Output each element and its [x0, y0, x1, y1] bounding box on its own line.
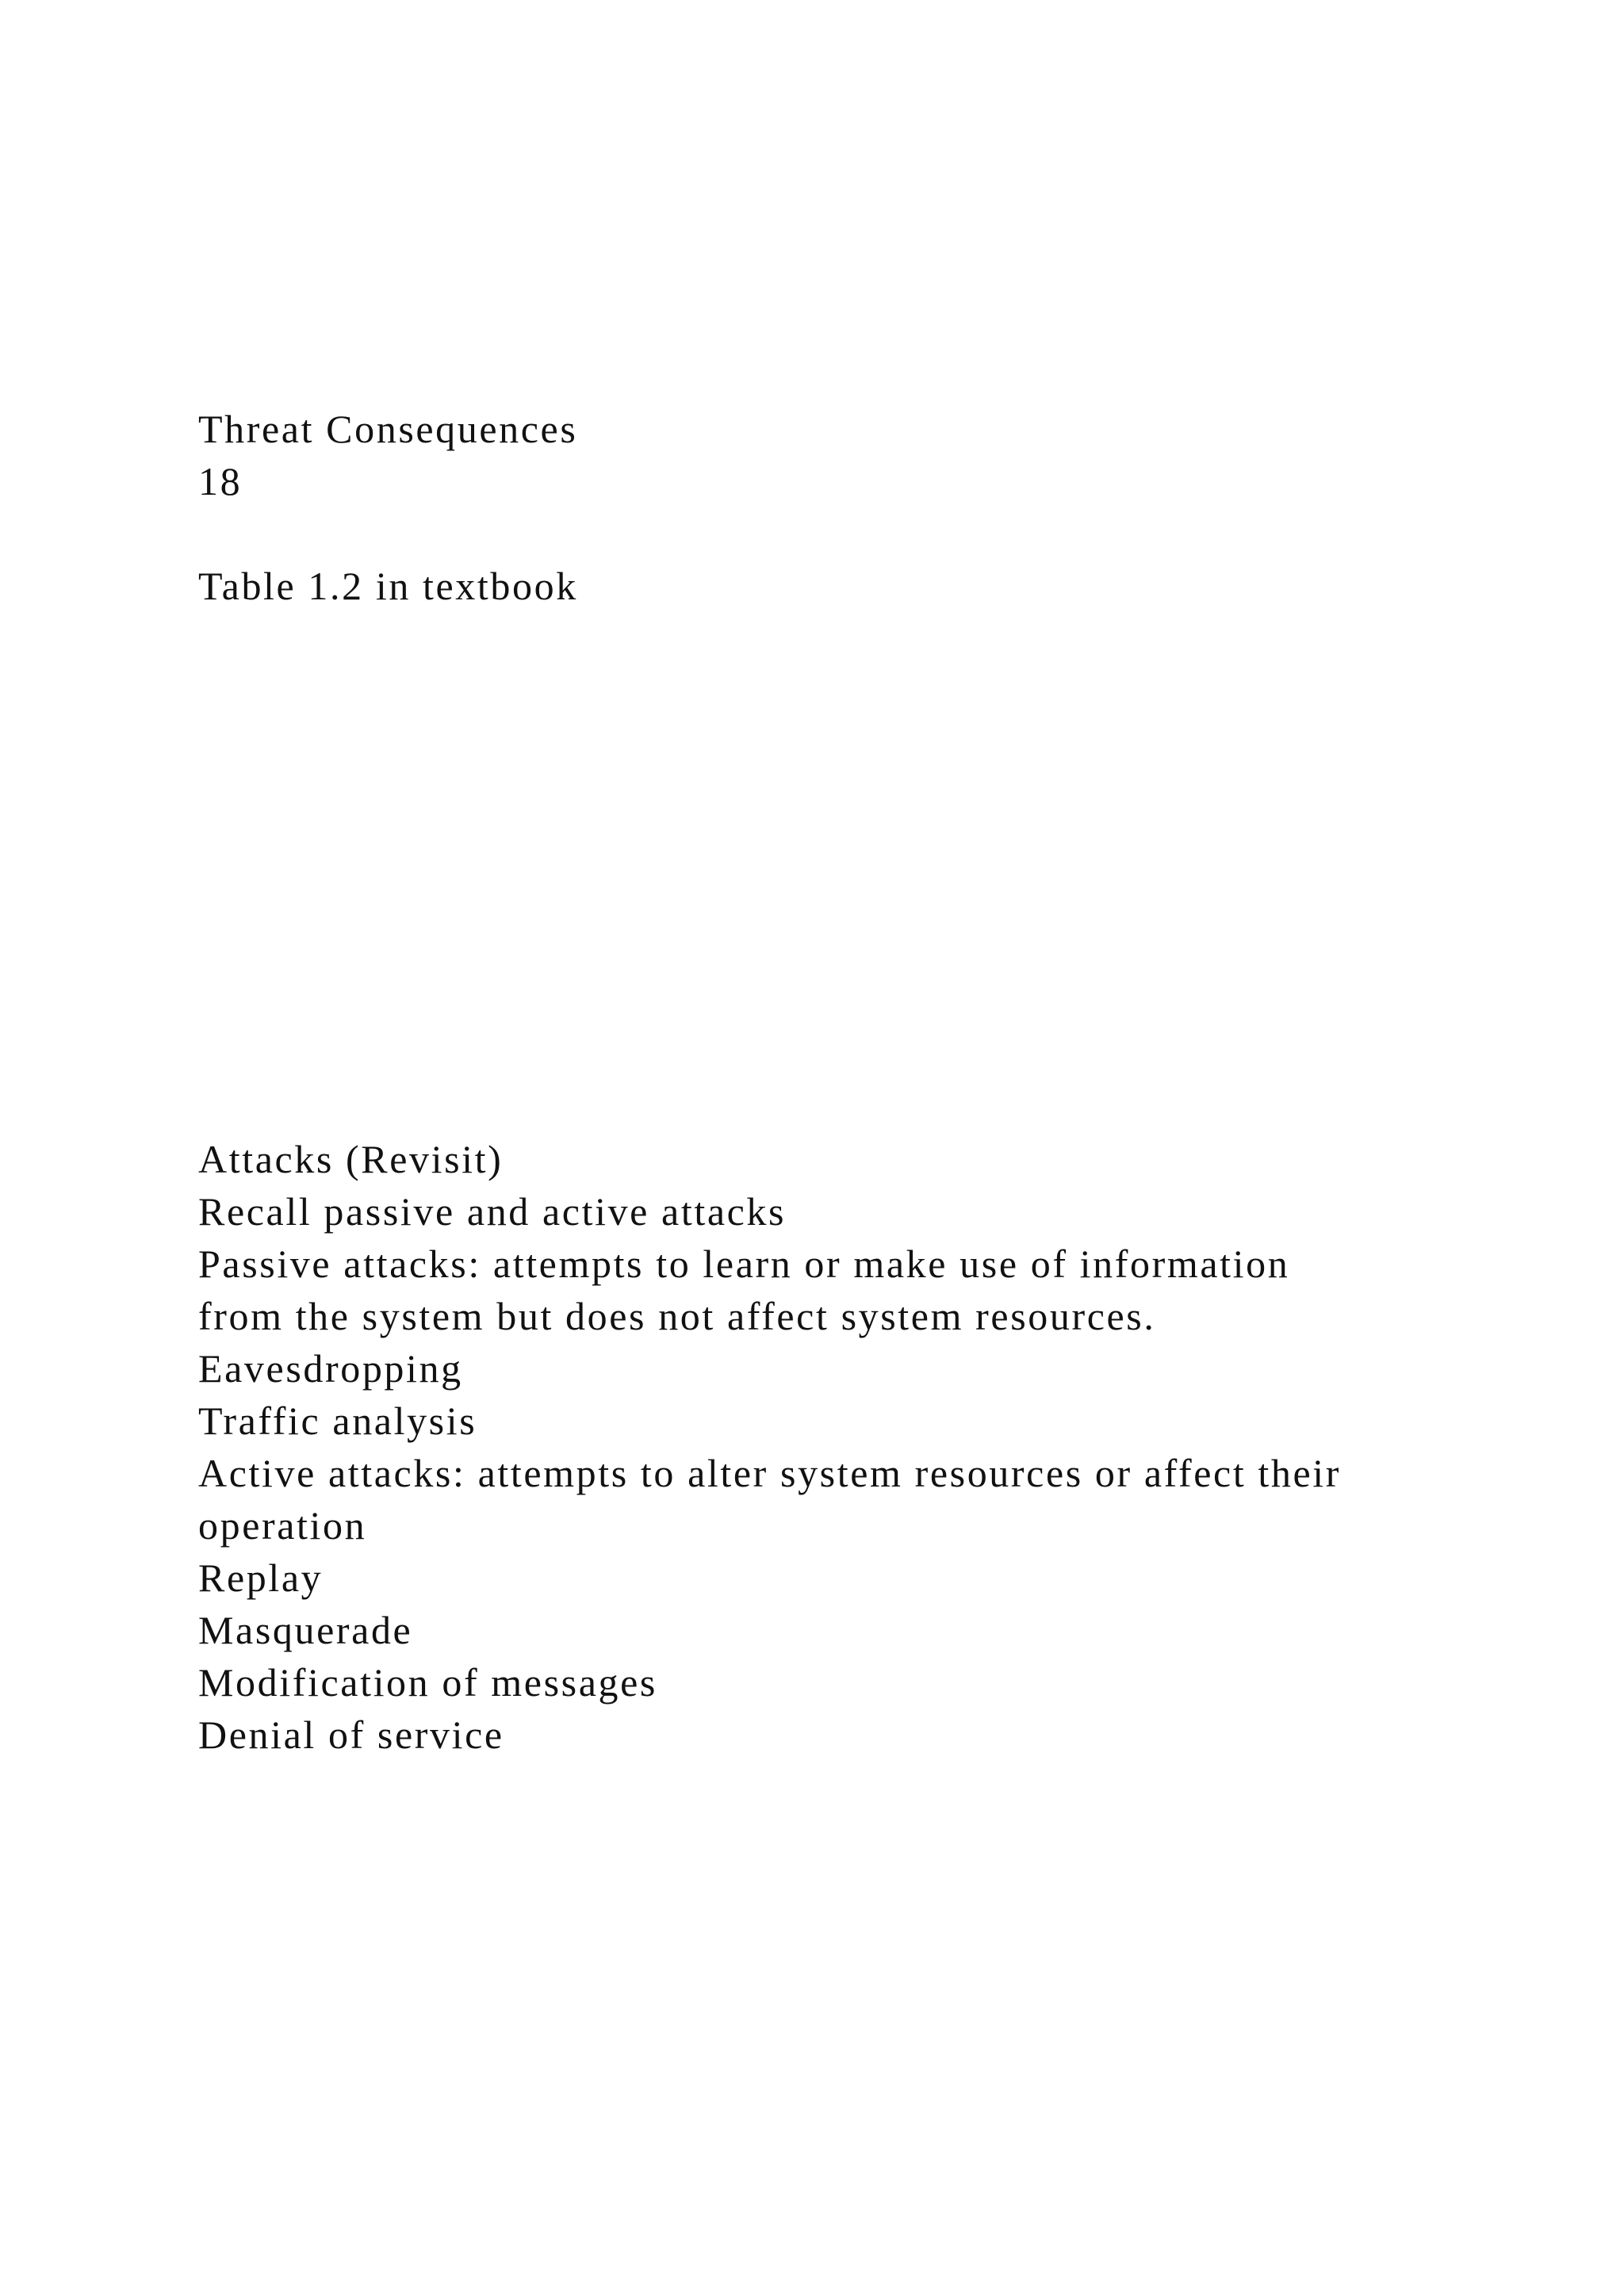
- text-line: Active attacks: attempts to alter system resources or affect their: [198, 1451, 1342, 1495]
- text-line: from the system but does not affect system resources.: [198, 1294, 1156, 1338]
- section-title: Threat Consequences: [198, 407, 578, 451]
- attacks-section: [198, 1133, 1507, 1761]
- list-item: Eavesdropping: [198, 1346, 463, 1391]
- blank-line: [198, 507, 1507, 560]
- text-line: operation: [198, 1503, 367, 1548]
- slide-number: 18: [198, 459, 243, 503]
- threat-consequences-section: [198, 403, 1507, 612]
- text-line: Passive attacks: attempts to learn or make use of information: [198, 1242, 1290, 1286]
- textbook-reference: Table 1.2 in textbook: [198, 564, 578, 608]
- text-line: Recall passive and active attacks: [198, 1189, 787, 1234]
- list-item: Denial of service: [198, 1712, 504, 1757]
- list-item: Masquerade: [198, 1608, 413, 1652]
- list-item: Replay: [198, 1556, 324, 1600]
- section-title: Attacks (Revisit): [198, 1137, 504, 1181]
- list-item: Traffic analysis: [198, 1399, 477, 1443]
- list-item: Modification of messages: [198, 1660, 657, 1705]
